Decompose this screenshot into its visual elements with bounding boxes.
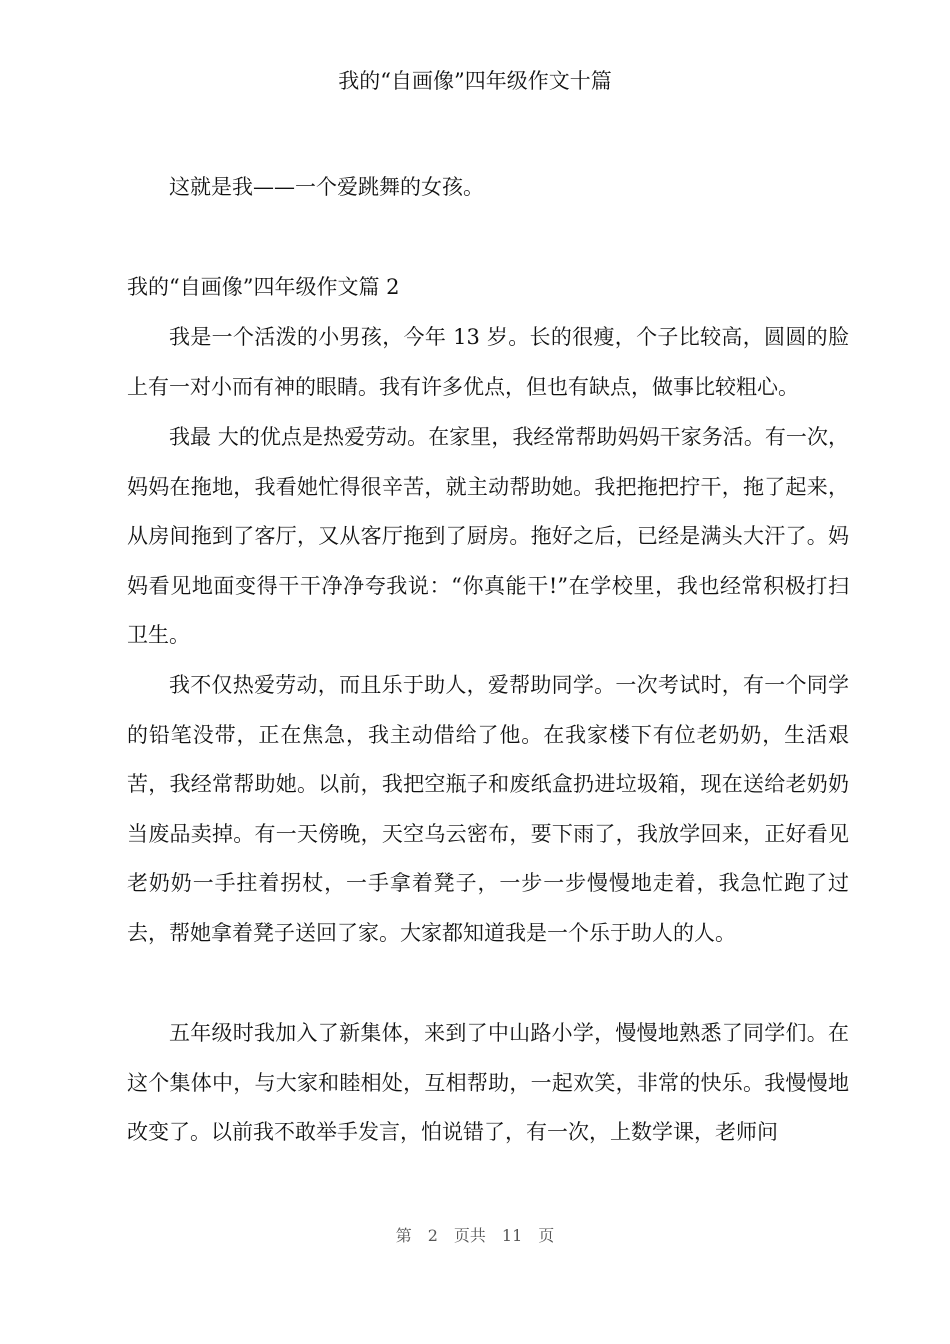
paragraph-2: 我最 大的优点是热爱劳动。在家里，我经常帮助妈妈干家务活。有一次，妈妈在拖地，我看她忙得很辛苦，就主动帮助她。我把拖把拧干，拖了起来，从房间拖到了客厅，又从客厅拖到了厨房。拖好之后，已经是满头大汗了。妈妈看见地面变得干干净净夸我说：“你真能干!”在学校里，我也经常积极打扫卫生。 [127,425,849,648]
footer-middle: 页共 [453,1226,486,1245]
intro-paragraph: 这就是我——一个爱跳舞的女孩。 [169,175,484,199]
paragraph-4: 五年级时我加入了新集体，来到了中山路小学，慢慢地熟悉了同学们。在这个集体中，与大家和睦相处，互相帮助，一起欢笑，非常的快乐。我慢慢地改变了。以前我不敢举手发言，怕说错了，有一次，上数学课，老师问 [127,1021,849,1145]
footer-prefix: 第 [395,1226,412,1245]
paragraph-3: 我不仅热爱劳动，而且乐于助人，爱帮助同学。一次考试时，有一个同学的铅笔没带，正在焦急，我主动借给了他。在我家楼下有位老奶奶，生活艰苦，我经常帮助她。以前，我把空瓶子和废纸盒扔进垃圾箱，现在送给老奶奶当废品卖掉。有一天傍晚，天空乌云密布，要下雨了，我放学回来，正好看见老奶奶一手拄着拐杖，一手拿着凳子，一步一步慢慢地走着，我急忙跑了过去，帮她拿着凳子送回了家。大家都知道我是一个乐于助人的人。 [127,673,849,945]
footer-page-number: 2 [427,1226,438,1245]
paragraph-1: 我是一个活泼的小男孩，今年 13 岁。长的很瘦，个子比较高，圆圆的脸上有一对小而有神的眼睛。我有许多优点，但也有缺点，做事比较粗心。 [127,325,849,399]
section-heading: 我的“自画像”四年级作文篇 2 [127,275,400,299]
page-footer [0,1226,950,1246]
footer-suffix: 页 [538,1226,555,1245]
footer-total-pages: 11 [501,1226,523,1245]
page-title: 我的“自画像”四年级作文十篇 [338,69,612,93]
